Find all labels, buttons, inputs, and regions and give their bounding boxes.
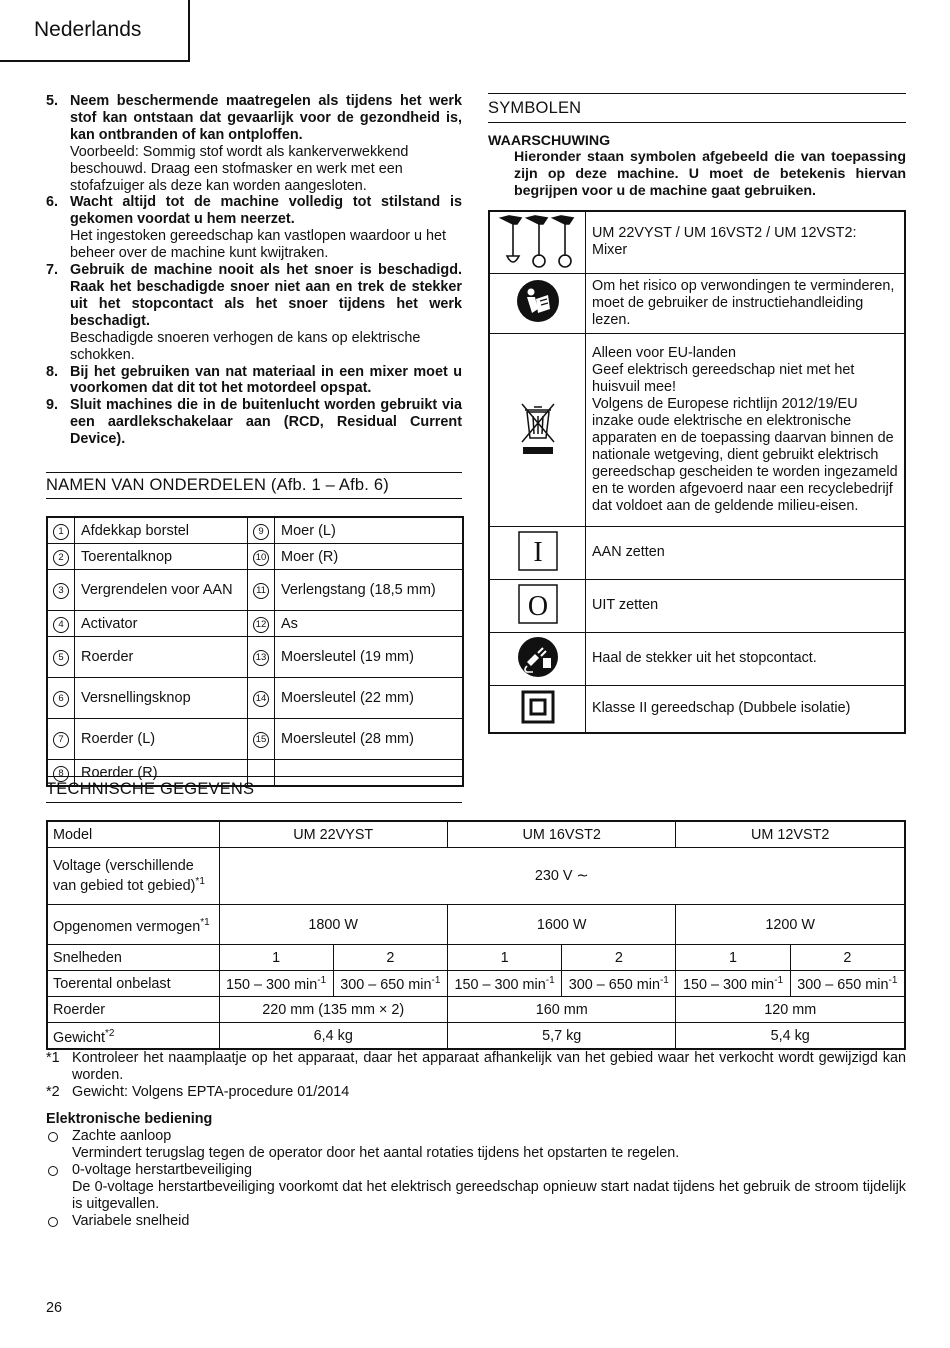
spec-label-weight — [47, 1023, 219, 1050]
part-name-cell: Verlengstang (18,5 mm) — [275, 570, 464, 611]
noload-value: 150 – 300 min — [226, 976, 318, 993]
symbol-text: AAN zetten — [586, 526, 906, 579]
bullet-circle-icon — [48, 1217, 58, 1227]
footnote-key: *1 — [46, 1050, 60, 1066]
language-label: Nederlands — [34, 18, 142, 41]
warning-text: Hieronder staan symbolen afgebeeld die van toepassing zijn op deze machine. U moet de betekenis hiervan begrijpen voor u de machine gaat gebruiken. — [514, 149, 906, 199]
part-number: 13 — [253, 650, 269, 666]
footnote-ref: *1 — [195, 876, 205, 888]
spec-weight-cell: 5,4 kg — [676, 1023, 905, 1050]
ac-tilde-icon: ∼ — [576, 868, 589, 884]
bullet-circle-icon — [48, 1166, 58, 1176]
spec-model-cell: UM 22VYST — [219, 821, 447, 848]
step-bold-text: Neem beschermende maatregelen als tijdens het werk stof kan ontstaan dat gevaarlijk voor de gezondheid is, kan ontbranden of kan ontploffen. — [70, 93, 462, 143]
spec-power-cell: 1800 W — [219, 905, 447, 945]
part-name-cell: Moersleutel (22 mm) — [275, 678, 464, 719]
unit-exponent: -1 — [317, 974, 327, 986]
spec-speed-cell: 1 — [219, 945, 333, 971]
part-number-cell — [248, 517, 275, 544]
part-number-cell — [248, 637, 275, 678]
part-number-cell — [47, 611, 75, 637]
unplug-icon — [489, 632, 586, 685]
part-number-cell — [47, 544, 75, 570]
spec-weight-cell: 6,4 kg — [219, 1023, 447, 1050]
step-text: Voorbeeld: Sommig stof wordt als kankerverwekkend beschouwd. Draag een stofmasker en werk met een stofafzuiger als deze kan worden aangesloten. — [70, 143, 409, 194]
tech-section-title — [46, 776, 462, 803]
step-bold-text: Sluit machines die in de buitenlucht worden gebruikt via een aardlekschakelaar aan (RCD, Residual Current Device). — [70, 397, 462, 448]
step-bold-text: Bij het gebruiken van nat materiaal in een mixer moet u voorkomen dat dit tot het motordeel opspat. — [70, 363, 462, 397]
step-bold-text: Wacht altijd tot de machine volledig tot stilstand is gekomen voordat u hem neerzet. — [70, 194, 462, 228]
table-row — [47, 997, 905, 1023]
footnote-ref: *2 — [104, 1027, 115, 1039]
unit-exponent: -1 — [431, 974, 441, 986]
noload-value: 300 – 650 min — [797, 976, 889, 993]
part-name-cell: Vergrendelen voor AAN — [75, 570, 248, 611]
part-number-cell — [248, 678, 275, 719]
footnote-ref: *1 — [200, 916, 210, 928]
part-number: 7 — [53, 732, 69, 748]
table-row — [47, 821, 905, 848]
footnote-text: Gewicht: Volgens EPTA-procedure 01/2014 — [72, 1084, 350, 1100]
part-name-cell: Activator — [75, 611, 248, 637]
table-row — [47, 905, 905, 945]
parts-section-title — [46, 472, 462, 499]
switch-off-icon — [489, 579, 586, 632]
symbol-text: UIT zetten — [586, 579, 906, 632]
part-name-cell: Moer (L) — [275, 517, 464, 544]
spec-label-power — [47, 905, 219, 945]
spec-label-power-text: Opgenomen vermogen — [53, 918, 201, 935]
part-number-cell — [47, 517, 75, 544]
table-row — [47, 971, 905, 997]
spec-speed-cell: 2 — [562, 945, 676, 971]
electronic-control-section — [46, 1111, 906, 1230]
noload-value: 150 – 300 min — [454, 976, 546, 993]
list-item — [46, 1128, 906, 1162]
part-number: 5 — [53, 650, 69, 666]
symbol-text: UM 22VYST / UM 16VST2 / UM 12VST2: Mixer — [586, 211, 906, 273]
symbol-text: Alleen voor EU-landen Geef elektrisch gereedschap niet met het huisvuil mee! Volgens de Europese richtlijn 2012/19/EU inzake oude elektrische en elektronische apparaten en de toepassing daarvan binnen de nationale wetgeving, dient gebruikt elektrisch gereedschap gescheiden te worden ingezameld en te worden afgevoerd naar een recyclebedrijf dat voldoet aan de geldende milieu-eisen. — [586, 333, 906, 526]
list-item — [46, 262, 462, 363]
part-number-cell — [248, 570, 275, 611]
tech-title-text: TECHNISCHE GEGEVENS — [46, 780, 255, 798]
part-name-cell: Moer (R) — [275, 544, 464, 570]
spec-label-weight-text: Gewicht — [53, 1029, 105, 1046]
spec-model-cell: UM 16VST2 — [447, 821, 675, 848]
feature-head: 0-voltage herstartbeveiliging — [72, 1162, 252, 1178]
symbol-row — [489, 333, 905, 526]
part-name-cell: Roerder (R) — [75, 760, 248, 787]
part-name-cell: Moersleutel (19 mm) — [275, 637, 464, 678]
table-row — [47, 848, 905, 905]
noload-value: 150 – 300 min — [682, 976, 775, 993]
part-number-cell — [47, 570, 75, 611]
mixer-icon — [489, 211, 586, 273]
unit-exponent: -1 — [545, 974, 555, 986]
switch-on-icon — [489, 526, 586, 579]
part-name-cell: Versnellingsknop — [75, 678, 248, 719]
unit-exponent: -1 — [774, 974, 784, 986]
symbol-row — [489, 579, 905, 632]
symbol-text: Klasse II gereedschap (Dubbele isolatie) — [586, 685, 906, 733]
footnote-key: *2 — [46, 1084, 60, 1100]
double-insulation-icon — [489, 685, 586, 733]
table-row — [47, 570, 463, 611]
spec-label-stirrer: Roerder — [47, 997, 219, 1023]
spec-noload-cell — [447, 971, 561, 997]
svg-text:O: O — [527, 590, 548, 622]
spec-label-speeds: Snelheden — [47, 945, 219, 971]
table-row — [47, 1023, 905, 1050]
list-item — [46, 1213, 906, 1230]
unit-exponent: -1 — [659, 974, 669, 986]
symbol-row — [489, 273, 905, 333]
part-name-cell: As — [275, 611, 464, 637]
svg-text:I: I — [532, 536, 543, 568]
list-item — [46, 194, 462, 262]
spec-stirrer-cell: 160 mm — [447, 997, 675, 1023]
part-number-cell — [248, 544, 275, 570]
spec-label-voltage-text: Voltage (verschillende van gebied tot gebied) — [53, 858, 196, 894]
part-number-cell — [47, 719, 75, 760]
step-number: 7. — [46, 262, 59, 279]
part-number: 15 — [253, 732, 269, 748]
spec-table — [46, 820, 906, 1050]
table-row — [47, 678, 463, 719]
part-number: 6 — [53, 691, 69, 707]
part-number: 10 — [253, 550, 269, 566]
symbol-row — [489, 526, 905, 579]
spec-label-voltage — [47, 848, 219, 905]
step-number: 9. — [46, 397, 59, 414]
spec-label-noload: Toerental onbelast — [47, 971, 219, 997]
right-column — [488, 93, 906, 734]
symbol-text: Om het risico op verwondingen te verminderen, moet de gebruiker de instructiehandleiding lezen. — [586, 273, 906, 333]
spec-noload-cell — [562, 971, 676, 997]
spec-weight-cell: 5,7 kg — [447, 1023, 675, 1050]
feature-head: Zachte aanloop — [72, 1128, 172, 1144]
step-number: 6. — [46, 194, 59, 211]
spec-noload-cell — [676, 971, 790, 997]
table-row — [47, 637, 463, 678]
step-text: Het ingestoken gereedschap kan vastlopen waardoor u het beheer over de machine kunt kwijtraken. — [70, 228, 447, 262]
part-name-cell: Moersleutel (28 mm) — [275, 719, 464, 760]
spec-power-cell: 1200 W — [676, 905, 905, 945]
safety-steps-list — [46, 93, 462, 448]
warning-title: WAARSCHUWING — [488, 133, 611, 149]
footnote-text: Kontroleer het naamplaatje op het apparaat, daar het apparaat afhankelijk van het gebied waar het verkocht wordt gewijzigd kan worden. — [72, 1050, 906, 1083]
part-name-cell: Roerder — [75, 637, 248, 678]
part-name-cell: Toerentalknop — [75, 544, 248, 570]
part-number: 4 — [53, 617, 69, 633]
symbols-title-text: SYMBOLEN — [488, 99, 582, 117]
spec-voltage-cell — [219, 848, 905, 905]
electronic-title: Elektronische bediening — [46, 1111, 213, 1127]
page-number: 26 — [46, 1300, 63, 1316]
footnote — [46, 1084, 906, 1101]
noload-value: 300 – 650 min — [568, 976, 660, 993]
step-text: Beschadigde snoeren verhogen de kans op elektrische schokken. — [70, 329, 421, 363]
part-number: 8 — [53, 766, 69, 782]
spec-speed-cell: 2 — [333, 945, 447, 971]
spec-power-cell: 1600 W — [447, 905, 675, 945]
symbol-row — [489, 211, 905, 273]
weee-bin-icon — [489, 333, 586, 526]
unit-exponent: -1 — [888, 974, 898, 986]
feature-desc: Vermindert terugslag tegen de operator door het aantal rotaties tijdens het opstarten te regelen. — [72, 1145, 680, 1161]
part-number: 9 — [253, 524, 269, 540]
spec-noload-cell — [790, 971, 905, 997]
step-bold-text: Gebruik de machine nooit als het snoer is beschadigd. Raak het beschadigde snoer niet aan en trek de stekker uit het stopcontact als het snoer tijdens het werk beschadigt. — [70, 262, 462, 329]
parts-title-text: NAMEN VAN ONDERDELEN — [46, 476, 267, 495]
part-number-cell — [47, 637, 75, 678]
symbol-row — [489, 632, 905, 685]
step-number: 8. — [46, 363, 59, 380]
part-number-cell — [47, 678, 75, 719]
table-row — [47, 544, 463, 570]
spec-speed-cell: 2 — [790, 945, 905, 971]
spec-voltage-value: 230 V — [534, 868, 573, 884]
part-number-cell — [248, 611, 275, 637]
symbols-section-title — [488, 93, 906, 123]
spec-noload-cell — [333, 971, 447, 997]
spec-label-model: Model — [47, 821, 219, 848]
read-manual-icon — [489, 273, 586, 333]
part-number: 1 — [53, 524, 69, 540]
spec-speed-cell: 1 — [447, 945, 561, 971]
feature-desc: De 0-voltage herstartbeveiliging voorkomt dat het elektrisch gereedschap opnieuw start nadat tijdens het gebruik de stroom tijdelijk is uitgevallen. — [72, 1179, 906, 1212]
symbol-text: Haal de stekker uit het stopcontact. — [586, 632, 906, 685]
symbols-table — [488, 210, 906, 734]
list-item — [46, 364, 462, 398]
spec-speed-cell: 1 — [676, 945, 790, 971]
list-item — [46, 93, 462, 194]
spec-model-cell: UM 12VST2 — [676, 821, 905, 848]
noload-value: 300 – 650 min — [340, 976, 432, 993]
language-tab — [0, 0, 190, 62]
list-item — [46, 397, 462, 448]
part-number: 11 — [253, 583, 269, 599]
part-name-cell: Roerder (L) — [75, 719, 248, 760]
left-column — [46, 93, 462, 787]
part-number-cell — [248, 719, 275, 760]
part-number: 2 — [53, 550, 69, 566]
symbol-row — [489, 685, 905, 733]
part-number: 3 — [53, 583, 69, 599]
step-number: 5. — [46, 93, 59, 109]
table-row — [47, 945, 905, 971]
footnotes — [46, 1050, 906, 1101]
spec-stirrer-cell: 120 mm — [676, 997, 905, 1023]
parts-title-ref: (Afb. 1 – Afb. 6) — [270, 476, 389, 495]
tech-section — [46, 776, 462, 803]
feature-head: Variabele snelheid — [72, 1213, 190, 1229]
parts-table — [46, 516, 464, 787]
list-item — [46, 1162, 906, 1213]
bullet-circle-icon — [48, 1132, 58, 1142]
table-row — [47, 611, 463, 637]
part-number: 12 — [253, 617, 269, 633]
spec-noload-cell — [219, 971, 333, 997]
spec-stirrer-cell: 220 mm (135 mm × 2) — [219, 997, 447, 1023]
table-row — [47, 719, 463, 760]
table-row — [47, 517, 463, 544]
part-number: 14 — [253, 691, 269, 707]
footnote — [46, 1050, 906, 1084]
part-name-cell: Afdekkap borstel — [75, 517, 248, 544]
